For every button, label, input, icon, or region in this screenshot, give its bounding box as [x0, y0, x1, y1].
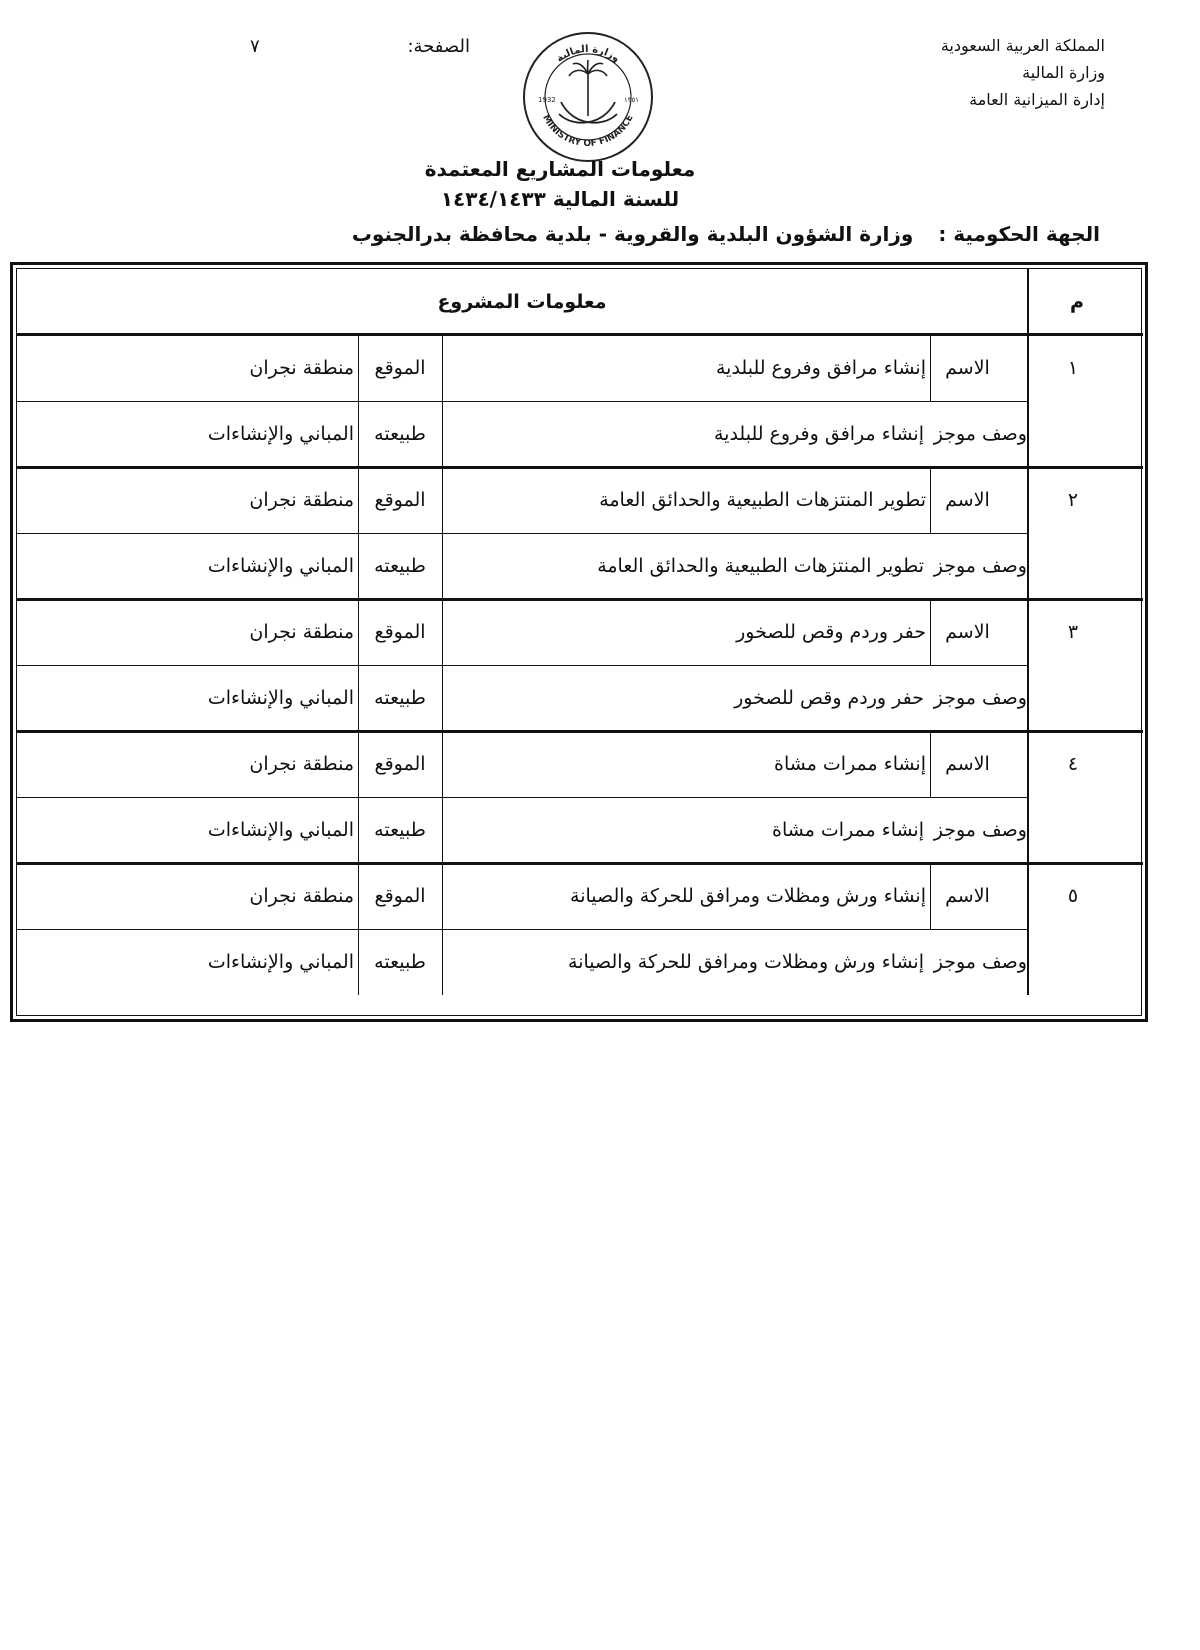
document-title [300, 154, 820, 214]
project-nature: المباني والإنشاءات [207, 555, 354, 577]
project-description: إنشاء ورش ومظلات ومرافق للحركة والصيانة [568, 951, 924, 973]
project-name: حفر وردم وقص للصخور [736, 621, 926, 643]
project-nature: المباني والإنشاءات [207, 687, 354, 709]
logo-bottom-arc: MINISTRY OF FINANCE [540, 113, 636, 150]
project-location: منطقة نجران [249, 357, 354, 379]
government-entity-label: الجهة الحكومية : [938, 222, 1100, 246]
project-name: إنشاء مرافق وفروع للبلدية [715, 357, 926, 379]
project-number: ٢ [1067, 489, 1079, 511]
description-label: وصف موجز [933, 423, 1027, 445]
description-label: وصف موجز [933, 951, 1027, 973]
name-label: الاسم [945, 489, 990, 511]
project-description: إنشاء ممرات مشاة [772, 819, 924, 841]
logo-year-left: 1932 [538, 96, 556, 104]
nature-label: طبيعته [374, 687, 426, 709]
palm-icon [569, 60, 607, 116]
project-description: حفر وردم وقص للصخور [734, 687, 924, 709]
project-nature: المباني والإنشاءات [207, 423, 354, 445]
issuer-block [805, 32, 1105, 113]
nature-label: طبيعته [374, 423, 426, 445]
project-nature: المباني والإنشاءات [207, 951, 354, 973]
column-header-m: م [1070, 291, 1084, 313]
project-number: ١ [1067, 357, 1079, 379]
logo-top-arc: وزارة المالية [554, 43, 622, 65]
value-divider [442, 863, 443, 995]
logo-year-right: ١٣٥١ [624, 96, 640, 104]
project-name: إنشاء ممرات مشاة [774, 753, 926, 775]
project-location: منطقة نجران [249, 489, 354, 511]
name-label: الاسم [945, 357, 990, 379]
location-label: الموقع [374, 621, 426, 643]
kingdom-name: المملكة العربية السعودية [940, 36, 1105, 55]
project-description: إنشاء مرافق وفروع للبلدية [713, 423, 924, 445]
ministry-of-finance-logo [521, 30, 655, 164]
project-name: تطوير المنتزهات الطبيعية والحدائق العامة [599, 489, 926, 511]
project-description: تطوير المنتزهات الطبيعية والحدائق العامة [597, 555, 924, 577]
page-label: الصفحة: [407, 36, 470, 57]
svg-text:MINISTRY OF FINANCE [540, 113, 635, 149]
nature-label: طبيعته [374, 555, 426, 577]
nature-label: طبيعته [374, 819, 426, 841]
project-number: ٤ [1067, 753, 1079, 775]
project-location: منطقة نجران [249, 753, 354, 775]
column-header-project-info: معلومات المشروع [437, 291, 607, 313]
nature-label: طبيعته [374, 951, 426, 973]
location-label: الموقع [374, 489, 426, 511]
project-nature: المباني والإنشاءات [207, 819, 354, 841]
project-location: منطقة نجران [249, 885, 354, 907]
name-label: الاسم [945, 621, 990, 643]
title-line-1: معلومات المشاريع المعتمدة [424, 157, 696, 181]
government-entity-value: وزارة الشؤون البلدية والقروية - بلدية محافظة بدرالجنوب [351, 222, 914, 246]
location-label: الموقع [374, 357, 426, 379]
project-number: ٣ [1067, 621, 1079, 643]
department-name: إدارة الميزانية العامة [969, 90, 1105, 109]
project-number: ٥ [1067, 885, 1079, 907]
location-label: الموقع [374, 885, 426, 907]
value-divider [442, 467, 443, 599]
government-entity [351, 222, 1100, 246]
project-name: إنشاء ورش ومظلات ومرافق للحركة والصيانة [570, 885, 926, 907]
title-line-2: للسنة المالية ١٤٣٤/١٤٣٣ [440, 187, 680, 211]
page-number-block [250, 36, 470, 62]
project-location: منطقة نجران [249, 621, 354, 643]
value-divider [442, 335, 443, 467]
value-divider [442, 599, 443, 731]
projects-table [10, 262, 1148, 1022]
value-divider [442, 731, 443, 863]
description-label: وصف موجز [933, 819, 1027, 841]
name-label: الاسم [945, 753, 990, 775]
name-label: الاسم [945, 885, 990, 907]
page-number: ٧ [250, 36, 260, 57]
projects-table-grid [16, 268, 1142, 1016]
description-label: وصف موجز [933, 687, 1027, 709]
location-label: الموقع [374, 753, 426, 775]
ministry-name: وزارة المالية [1022, 63, 1105, 82]
description-label: وصف موجز [933, 555, 1027, 577]
